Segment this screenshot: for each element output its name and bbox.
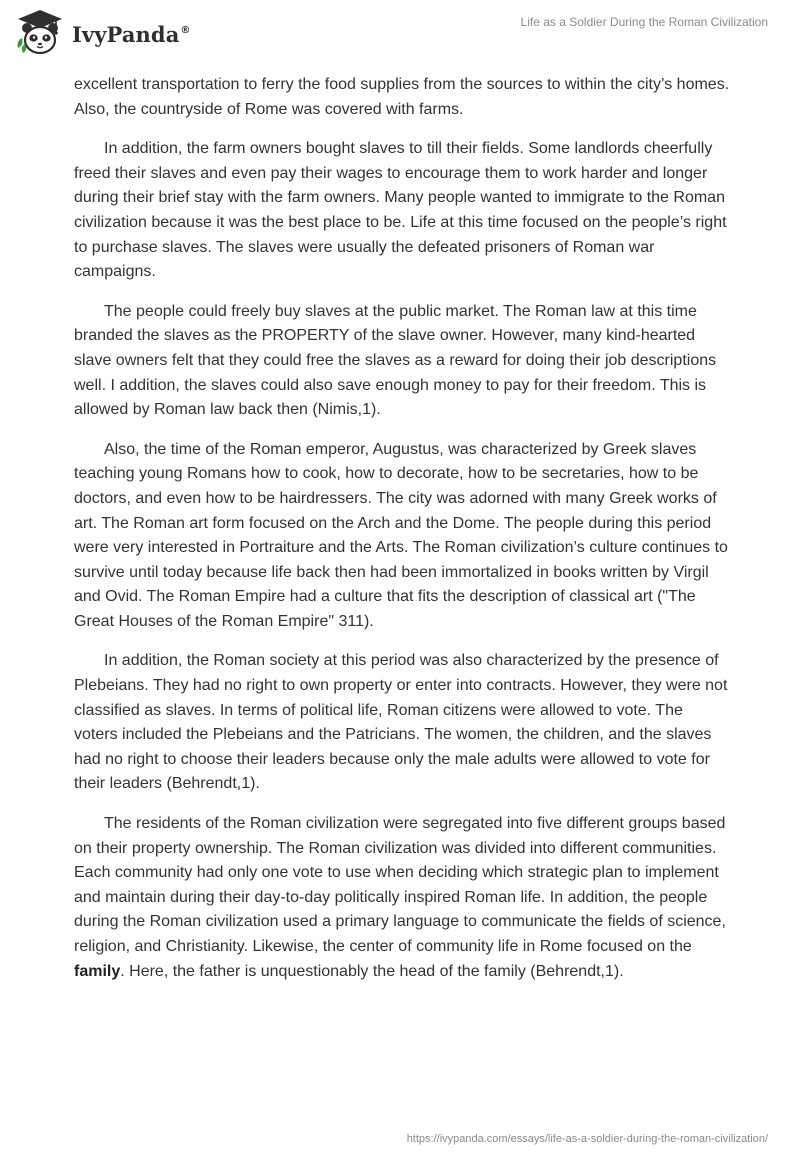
paragraph-text: The residents of the Roman civilization were segregated into five different groups based on their property ownership. The Roman civilization was divided into different communities. Each community had only one vote to use when deciding which strategic plan to implement and maintain during their day-to-day politically inspired Roman life. In addition, the people during the Roman civilization used a primary language to communicate the fields of science, religion, and Christianity. Likewise, the center of community life in Rome focused on the [74,815,726,955]
paragraph [74,812,730,984]
paragraph: Also, the time of the Roman emperor, Augustus, was characterized by Greek slaves teaching young Romans how to cook, how to decorate, how to be secretaries, how to be doctors, and even how to be hairdressers. The city was adorned with many Greek works of art. The Roman art form focused on the Arch and the Dome. The people during this period were very interested in Portraiture and the Arts. The Roman civilization’s culture continues to survive until today because life back then had been immortalized in books written by Virgil and Ovid. The Roman Empire had a culture that fits the description of classical art ("The Great Houses of the Roman Empire" 311). [74,440,728,630]
emphasis-family: family [74,962,121,980]
document-title: Life as a Soldier During the Roman Civilization [520,15,768,29]
panda-graduation-cap-icon [14,8,66,58]
paragraph: In addition, the Roman society at this period was also characterized by the presence of Plebeians. They had no right to own property or enter into contracts. However, they were not classified as slaves. In terms of political life, Roman citizens were allowed to vote. The voters included the Plebeians and the Patricians. The women, the children, and the slaves had no right to choose their leaders because only the male adults were allowed to vote for their leaders (Behrendt,1). [74,652,728,793]
paragraph: In addition, the farm owners bought slaves to till their fields. Some landlords cheerfully freed their slaves and even pay their wages to encourage them to work harder and longer during their brief stay with the farm owners. Many people wanted to immigrate to the Roman civilization because it was the best place to be. Life at this time focused on the people’s right to purchase slaves. The slaves were usually the defeated prisoners of Roman war campaigns. [74,140,727,281]
brand-logo[interactable] [14,8,191,58]
paragraph: excellent transportation to ferry the food supplies from the sources to within the city’s homes. Also, the countryside of Rome was covered with farms. [74,76,730,118]
source-url[interactable]: https://ivypanda.com/essays/life-as-a-soldier-during-the-roman-civilization/ [406,1133,768,1145]
paragraph-text: . Here, the father is unquestionably the head of the family (Behrendt,1). [120,962,624,980]
brand-name: IvyPanda® [72,21,191,47]
paragraph: The people could freely buy slaves at the public market. The Roman law at this time branded the slaves as the PROPERTY of the slave owner. However, many kind-hearted slave owners felt that they could free the slaves as a reward for doing their job descriptions well. I addition, the slaves could also save enough money to pay for their freedom. This is allowed by Roman law back then (Nimis,1). [74,302,717,419]
registered-mark: ® [180,24,191,36]
page-header [0,0,800,70]
essay-body [74,73,730,999]
